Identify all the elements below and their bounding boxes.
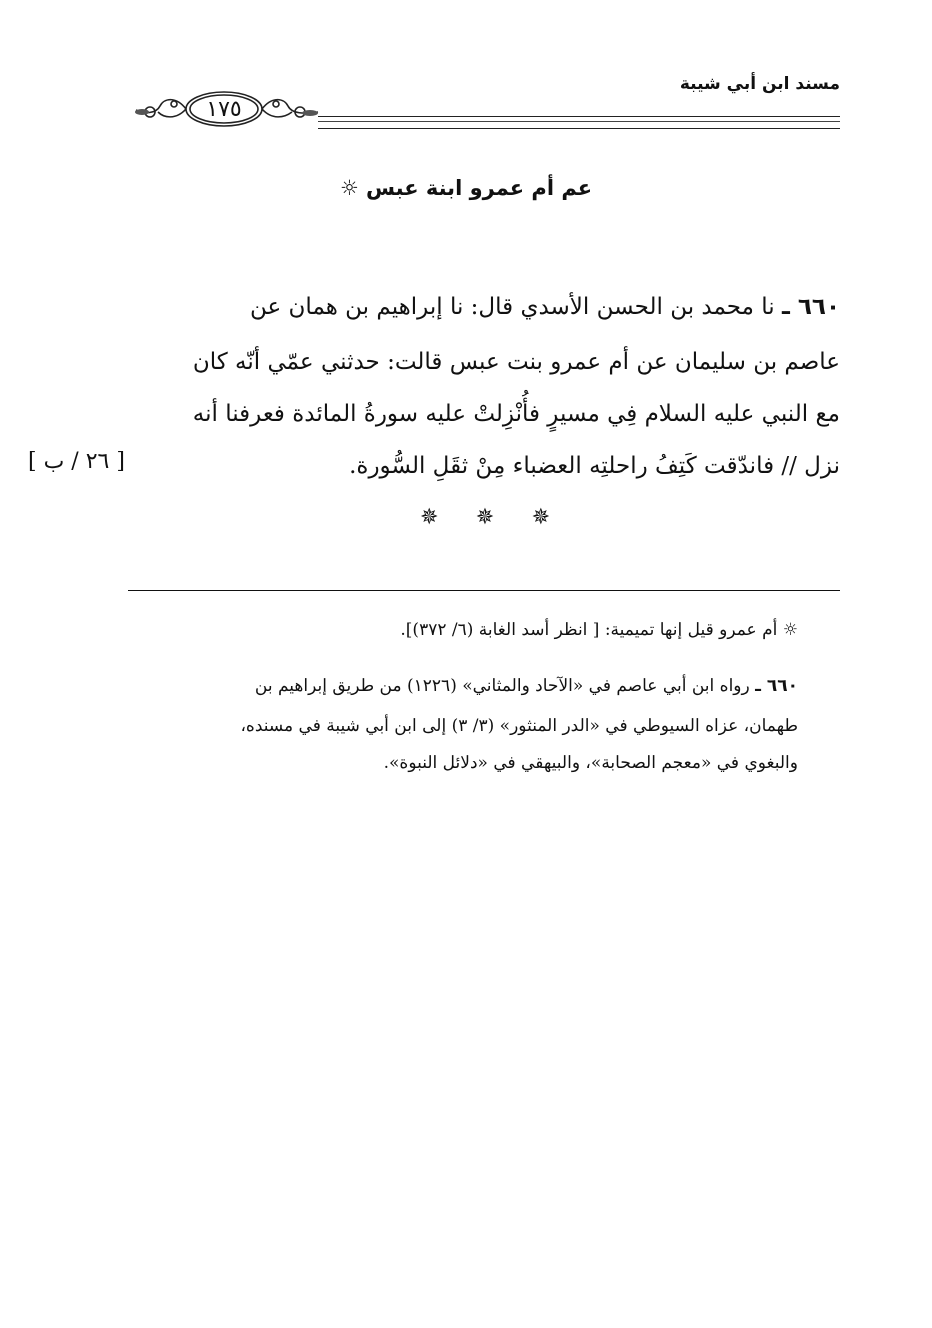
separator-star-icon: ✵ bbox=[420, 505, 439, 530]
section-title: عم أم عمرو ابنة عبس ☼ bbox=[339, 176, 593, 200]
footnote-divider bbox=[128, 590, 840, 591]
manuscript-folio-ref: [ ٢٦ / ب ] bbox=[28, 449, 125, 474]
hadith-line-1 bbox=[128, 294, 840, 320]
hadith-number: ٦٦٠ ـ bbox=[782, 294, 840, 320]
header-rule bbox=[318, 116, 840, 129]
footnote-2-line-3: والبغوي في «معجم الصحابة»، والبيهقي في «دلائل النبوة». bbox=[383, 753, 798, 773]
page-number: ١٧٥ bbox=[206, 96, 242, 122]
footnote-number: ٦٦٠ ـ bbox=[755, 676, 798, 696]
section-separator bbox=[420, 505, 550, 530]
running-title: مسند ابن أبي شيبة bbox=[679, 74, 840, 94]
footnote-2-line-2: طهمان، عزاه السيوطي في «الدر المنثور» (٣/ ٣) إلى ابن أبي شيبة في مسنده، bbox=[240, 716, 798, 736]
separator-star-icon: ✵ bbox=[531, 505, 550, 530]
separator-star-icon: ✵ bbox=[475, 505, 495, 530]
footnote-2-line-1 bbox=[255, 676, 798, 696]
footnote-text: رواه ابن أبي عاصم في «الآحاد والمثاني» (١٢٢٦) من طريق إبراهيم بن bbox=[254, 676, 750, 696]
hadith-line-4: نزل // فاندّقت كَتِفُ راحلتِه العضباء مِنْ ثقَلِ السُّورة. bbox=[349, 453, 840, 479]
hadith-line-text: نا محمد بن الحسن الأسدي قال: نا إبراهيم بن همان عن bbox=[250, 294, 775, 320]
hadith-line-2: عاصم بن سليمان عن أم عمرو بنت عبس قالت: حدثني عمّي أنّه كان bbox=[192, 349, 840, 375]
hadith-line-3: مع النبي عليه السلام فِي مسيرٍ فأُنْزِلتْ عليه سورةُ المائدة فعرفنا أنه bbox=[192, 401, 840, 427]
footnote-1: ☼ أم عمرو قيل إنها تميمية: [ انظر أسد الغابة (٦/ ٣٧٢)]. bbox=[400, 620, 798, 640]
